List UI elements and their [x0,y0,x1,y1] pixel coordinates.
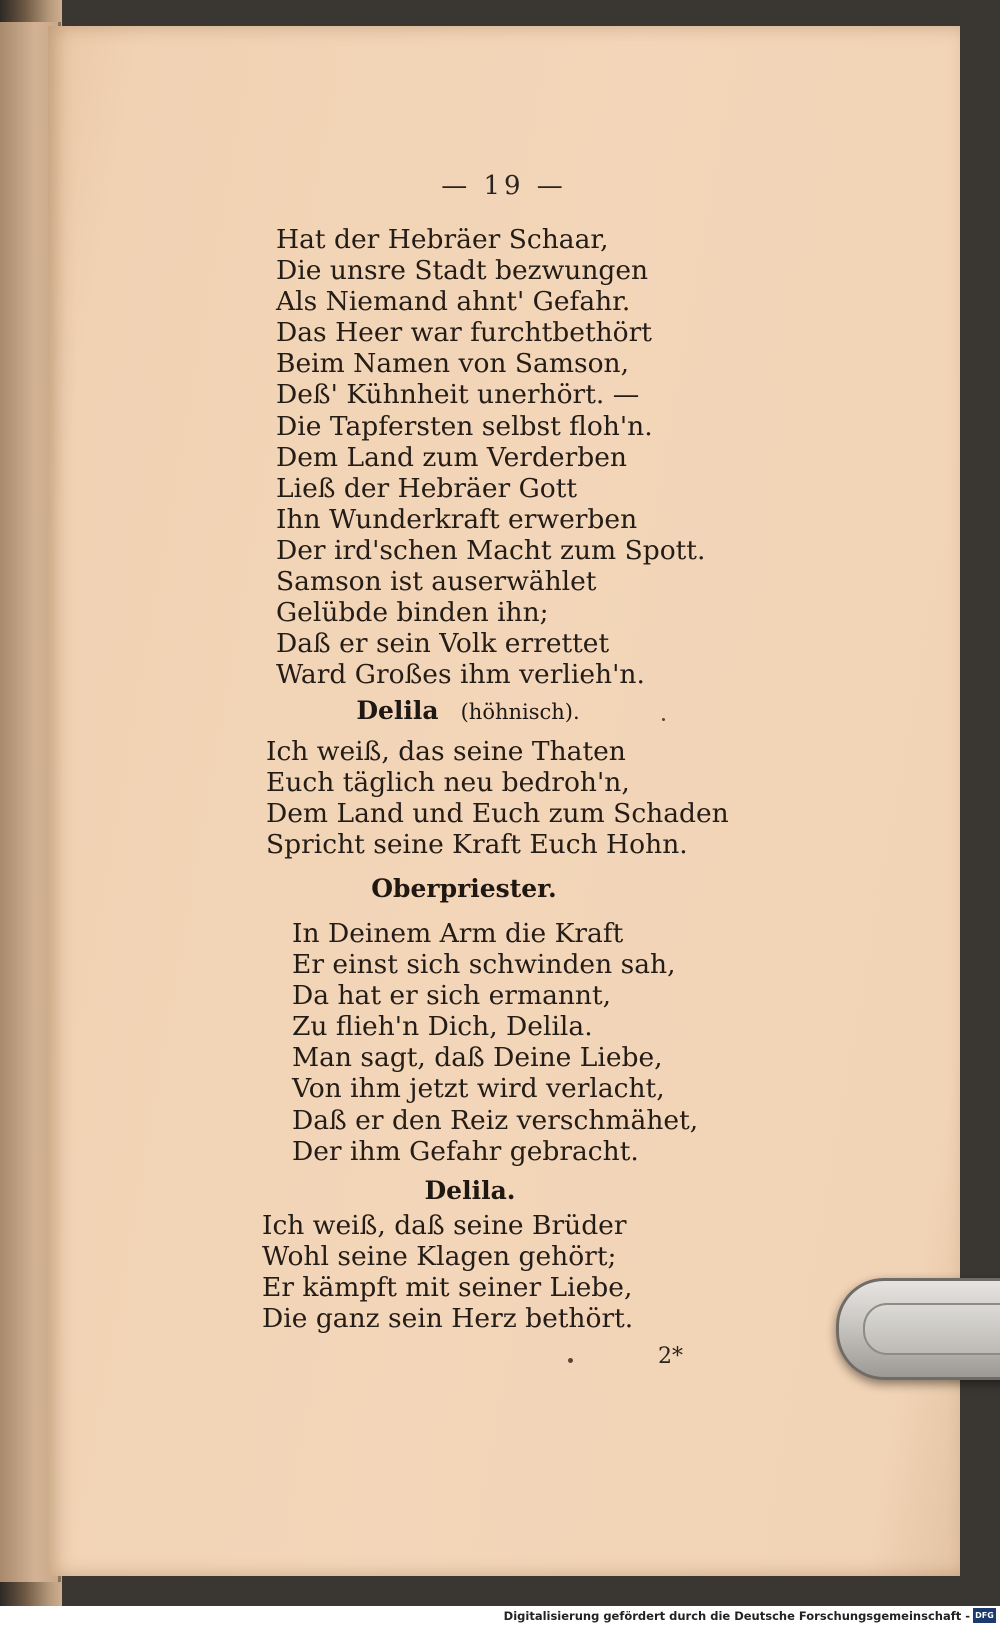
stage-direction: (höhnisch). [460,700,580,724]
verse-line: Die ganz sein Herz bethört. [262,1303,634,1335]
verse-line: Euch täglich neu bedroh'n, [266,767,630,799]
dfg-logo: DFG [973,1608,996,1623]
verse-line: Ihn Wunderkraft erwerben [276,503,638,535]
verse-line: Dem Land zum Verderben [276,441,627,473]
signature-mark: 2* [658,1344,683,1369]
verse-line: Ich weiß, das seine Thaten [266,736,626,767]
verse-line: Daß er den Reiz verschmähet, [292,1104,699,1136]
verse-line: Das Heer war furchtbethört [276,317,652,349]
verse-line: Ich weiß, daß seine Brüder [262,1210,627,1241]
stanza-delila-second [262,1210,633,1334]
ink-speck [662,718,665,721]
verse-line: Die Tapfersten selbst floh'n. [276,410,653,442]
verse-line: Spricht seine Kraft Euch Hohn. [266,829,688,861]
stanza-oberpriester [292,918,698,1167]
page-number: — 19 — [441,171,567,201]
verse-line: Als Niemand ahnt' Gefahr. [276,286,631,318]
verse-line: Daß er sein Volk errettet [276,628,610,660]
book-page [48,26,960,1576]
verse-line: Samson ist auserwählet [276,566,597,598]
verse-line: Wohl seine Klagen gehört; [262,1241,617,1273]
verse-line: In Deinem Arm die Kraft [292,918,624,949]
verse-line: Da hat er sich ermannt, [292,980,612,1012]
verse-line: Die unsre Stadt bezwungen [276,255,649,287]
verse-line: Dem Land und Euch zum Schaden [266,798,729,830]
verse-line: Er kämpft mit seiner Liebe, [262,1272,633,1304]
verse-line: Er einst sich schwinden sah, [292,949,676,981]
verse-line: Hat der Hebräer Schaar, [276,224,609,255]
speaker-heading-oberpriester [8,874,920,903]
verse-line: Beim Namen von Samson, [276,348,630,380]
verse-line: Zu flieh'n Dich, Delila. [292,1011,593,1043]
verse-line: Ließ der Hebräer Gott [276,472,578,504]
speaker-name: Delila [356,696,439,725]
speaker-heading-delila [12,696,924,725]
stanza-chorus [276,224,705,690]
verse-line: Der ihm Gefahr gebracht. [292,1135,639,1167]
page-clip [836,1278,1000,1380]
verse-line: Von ihm jetzt wird verlacht, [292,1073,665,1105]
verse-line: Der ird'schen Macht zum Spott. [276,534,706,566]
funding-credit: Digitalisierung gefördert durch die Deutsche Forschungsgemeinschaft - [503,1609,970,1623]
verse-line: Ward Großes ihm verlieh'n. [276,659,645,691]
speaker-name: Delila. [424,1176,516,1205]
speaker-name: Oberpriester. [371,874,557,903]
page-clip-inner [863,1303,1000,1355]
verse-line: Gelübde binden ihn; [276,597,549,629]
ink-speck [568,1358,573,1363]
stanza-delila [266,736,729,860]
verse-line: Deß' Kühnheit unerhört. — [276,379,640,411]
verse-line: Man sagt, daß Deine Liebe, [292,1042,663,1074]
speaker-heading-delila-second [14,1176,926,1205]
